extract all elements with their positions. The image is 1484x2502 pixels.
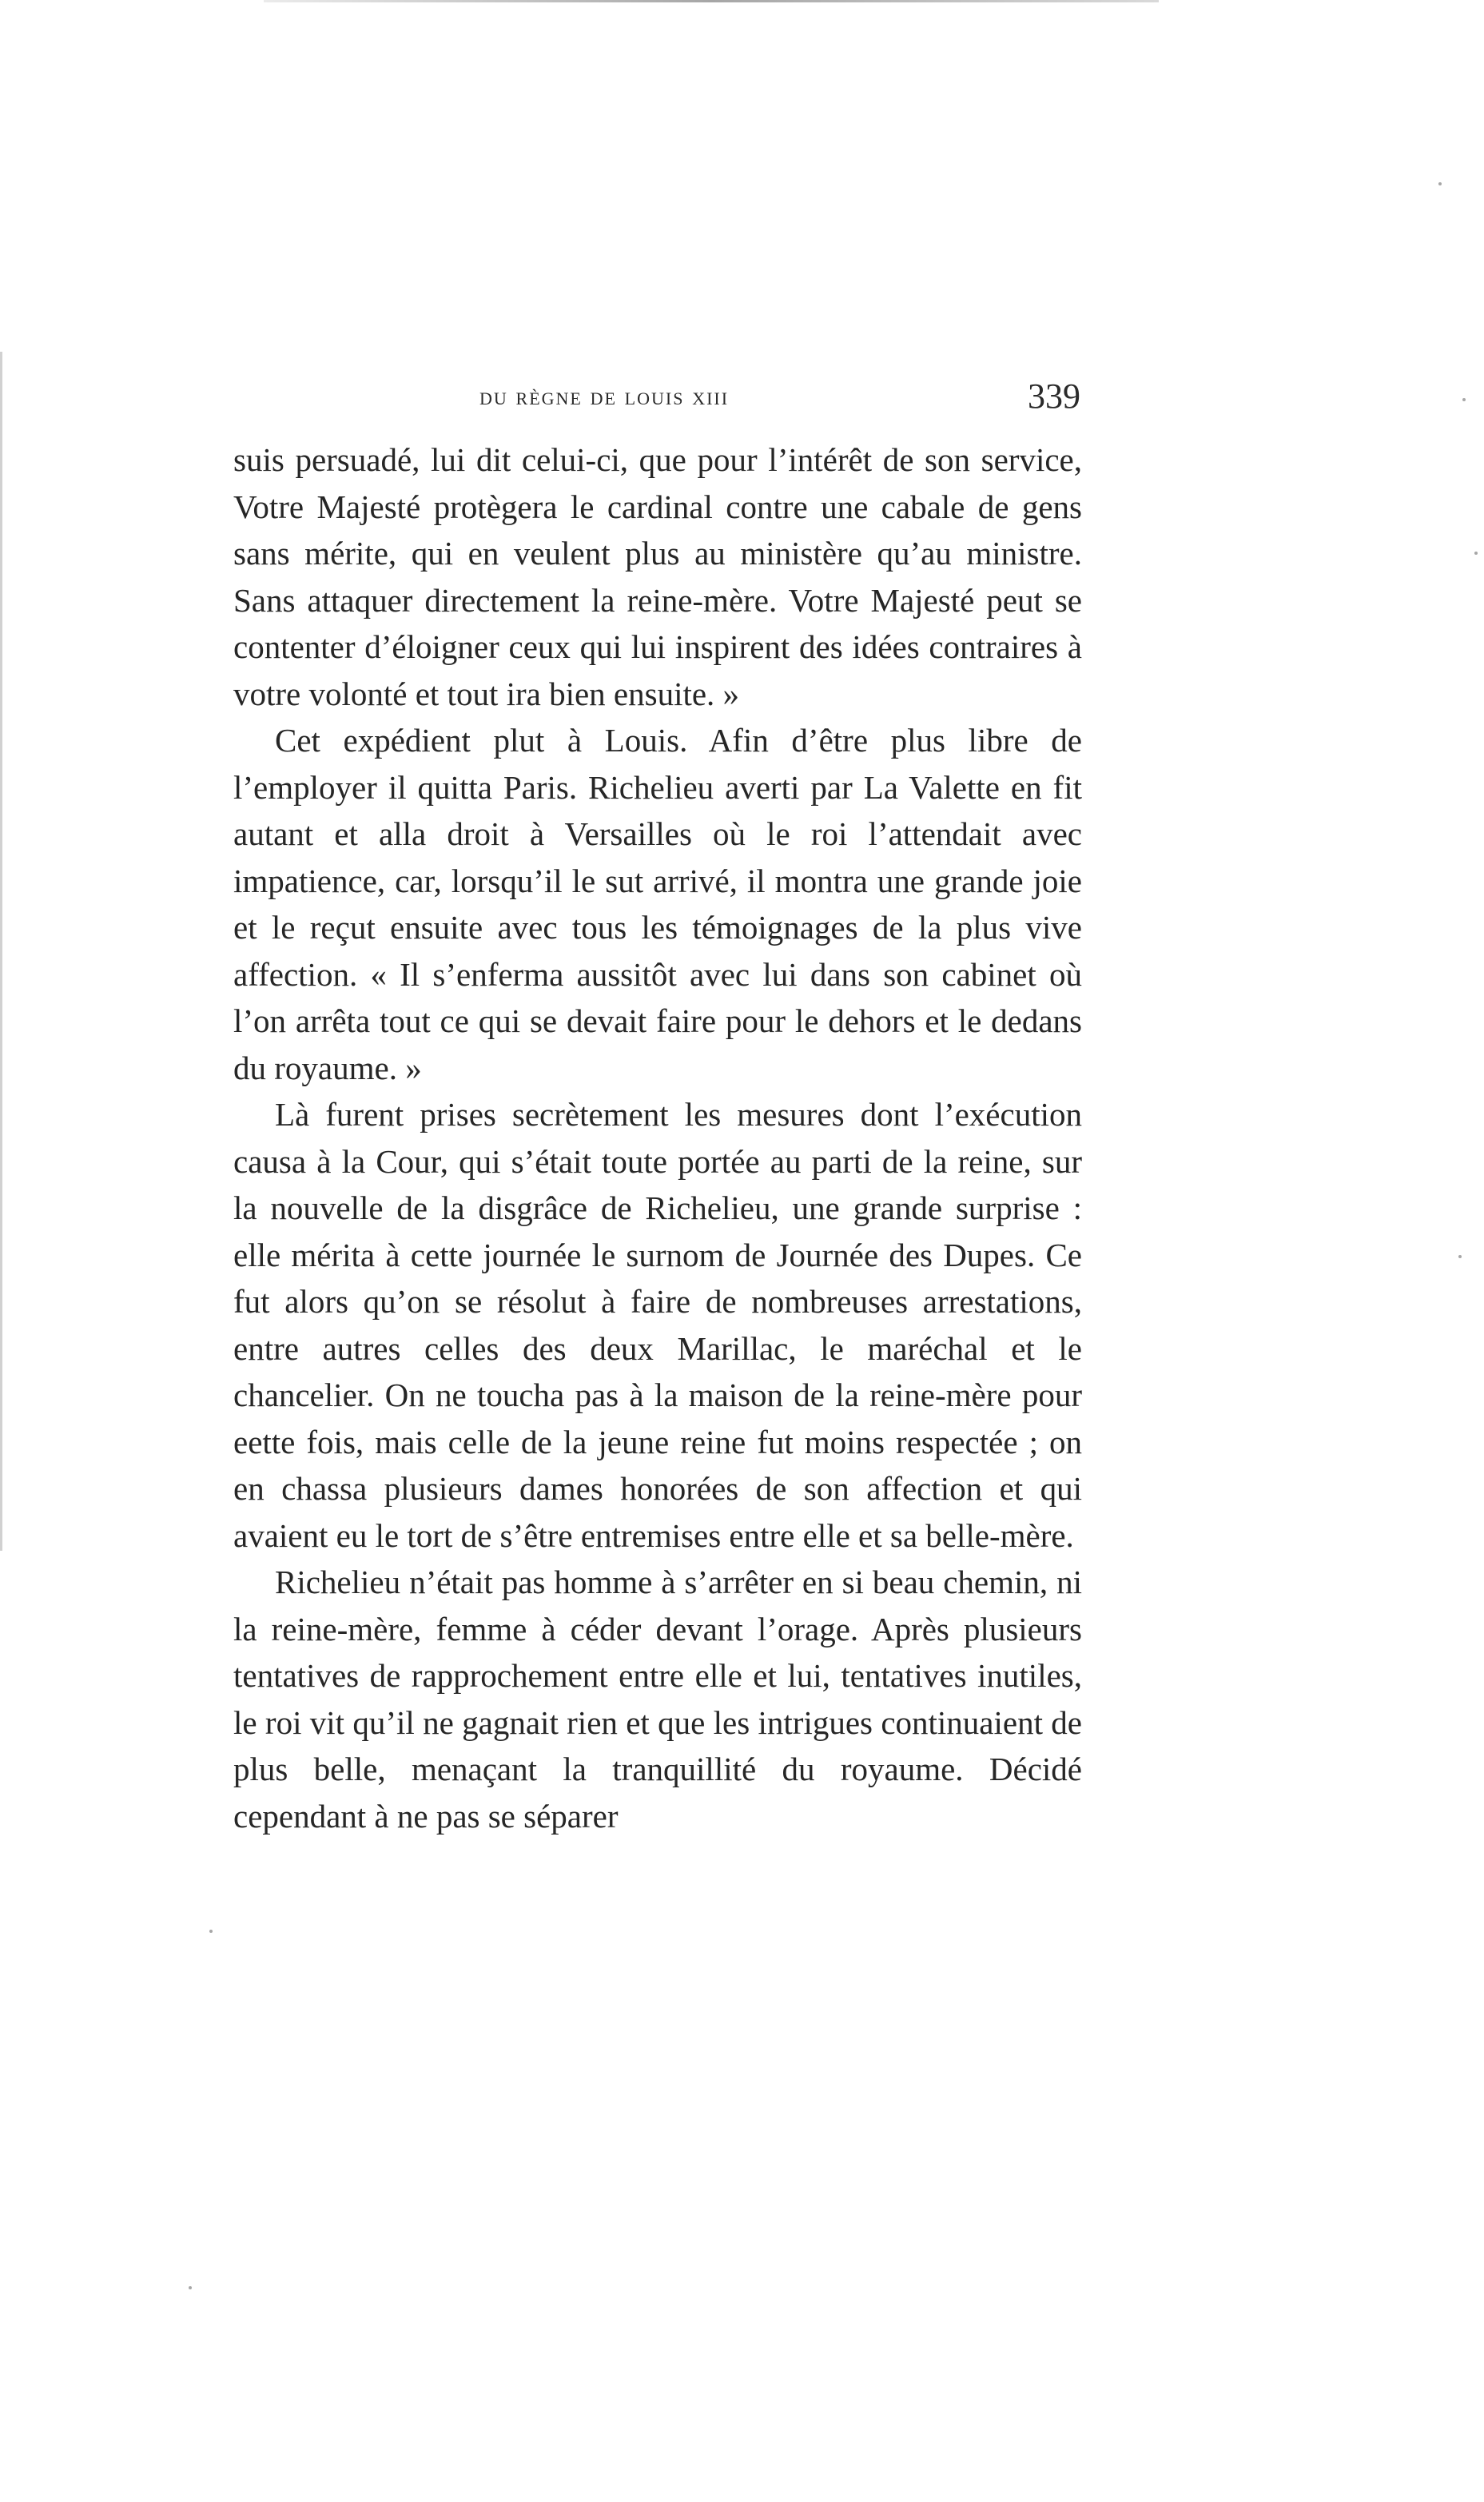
paragraph: Richelieu n’était pas homme à s’arrêter en si beau chemin, ni la reine-mère, femme à céder devant l’orage. Après plusieurs tentatives de rapprochement entre elle et lui, tentatives inutiles, le roi vit qu’il ne gagnait rien et que les intrigues continuaient de plus belle, menaçant la tranquillité du royaume. Décidé cependant à ne pas se séparer	[233, 1564, 1082, 1835]
page-number: 339	[1028, 376, 1080, 416]
body-text	[233, 436, 1082, 1839]
scan-speck	[209, 1930, 213, 1933]
scan-speck	[1462, 398, 1466, 401]
paragraph: suis persuadé, lui dit celui-ci, que pour l’intérêt de son service, Votre Majesté protègera le cardinal contre une cabale de gens sans mérite, qui en veulent plus au ministère qu’au ministre. Sans attaquer directement la reine-mère. Votre Majesté peut se contenter d’éloigner ceux qui lui inspirent des idées contraires à votre volonté et tout ira bien ensuite. »	[233, 441, 1082, 712]
scan-edge-top	[264, 0, 1159, 2]
paragraph: Cet expédient plut à Louis. Afin d’être plus libre de l’employer il quitta Paris. Richelieu averti par La Valette en fit autant et alla droit à Versailles où le roi l’attendait avec impatience, car, lorsqu’il le sut arrivé, il montra une grande joie et le reçut ensuite avec tous les témoignages de la plus vive affection. « Il s’enferma aussitôt avec lui dans son cabinet où l’on arrêta tout ce qui se devait faire pour le dehors et le dedans du royaume. »	[233, 722, 1082, 1086]
scan-speck	[1458, 1255, 1462, 1258]
paragraph: Là furent prises secrètement les mesures dont l’exécution causa à la Cour, qui s’était toute portée au parti de la reine, sur la nouvelle de la disgrâce de Richelieu, une grande surprise : elle mérita à cette journée le surnom de Journée des Dupes. Ce fut alors qu’on se résolut à faire de nombreuses arrestations, entre autres celles des deux Marillac, le maréchal et le chancelier. On ne toucha pas à la maison de la reine-mère pour eette fois, mais celle de la jeune reine fut moins respectée ; on en chassa plusieurs dames honorées de son affection et qui avaient eu le tort de s’être entremises entre elle et sa belle-mère.	[233, 1096, 1082, 1554]
page-header	[233, 376, 1080, 420]
scan-speck	[189, 2286, 192, 2289]
scan-speck	[1438, 182, 1442, 185]
scan-speck	[1474, 552, 1478, 555]
scan-edge-left	[0, 352, 2, 1551]
running-title: du règne de louis xiii	[479, 382, 730, 410]
